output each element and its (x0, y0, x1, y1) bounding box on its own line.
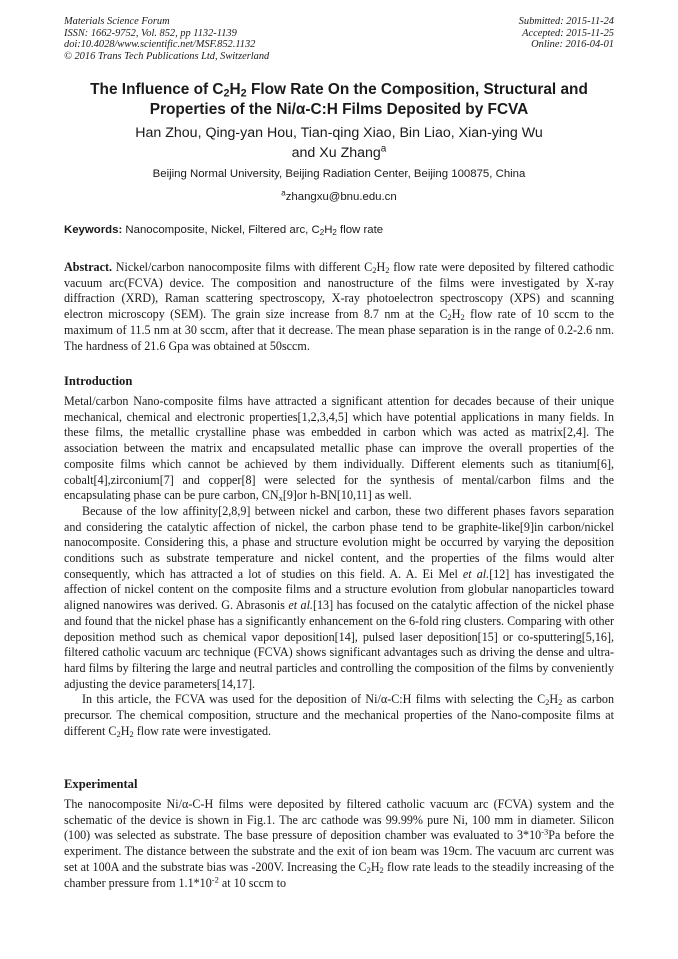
exp-paragraph-1: The nanocomposite Ni/α-C-H films were deposited by filtered catholic vacuum arc (FCVA) system and the schematic of the device is shown in Fig.1. The arc cathode was 99.99% pure Ni, 100 mm in diameter. Silicon (100) was selected as substrate. The base pressure of deposition chamber was evaluated to $3*10^{-3}Pa$ before the experiment. The distance between the substrate and the exit of ion beam was 19cm. The vacuum arc current was set at 100A and the substrate bias was -200V. Increasing the $C_2H_2$ flow rate leads to the steadily increasing of the chamber pressure from $1.1*10^{-2}$ at 10 sccm to (64, 797, 614, 890)
journal-issn: ISSN: 1662-9752, Vol. 852, pp 1132-1139 (64, 27, 237, 39)
introduction-section (64, 394, 614, 739)
intro-paragraph-2: Because of the low affinity[2,8,9] between nickel and carbon, these two different phases favors separation and considering the catalytic affection of nickel, the carbon phase tend to be graphite-like[9]in carbon/nickel nanocomposite. Considering this, a phase and structure evolution might be occurred by varying the deposition conditions such as substrate temperature and nickel content, and the properties of the films would alter consequently, which has attracted a lot of studies on this field. A. A. Ei Mel et al.[12] has investigated the affection of nickel content on the composite films and a structure evolution from globular nanoparticles toward aligned nanowires was derived. G. Abrasonis et al.[13] has focused on the catalytic affection of the nickel phase and found that the nickel phase has a significantly enhancement on the 6-fold ring clusters. Comparing with other deposition method such as chemical vapor deposition[14], pulsed laser deposition[15] or co-sputtering[5,16], filtered catholic vacuum arc technique (FCVA) shows significant advantages such as driving the dense and ultra-hard films by filtering the large and neutral particles and controlling the composition of the films by conveniently adjusting the device parameters[14,17]. (64, 503, 614, 691)
corresponding-email (60, 190, 618, 204)
journal-header (64, 16, 269, 62)
author-list (60, 124, 618, 163)
paper-title: The Influence of $C_2H_2$ Flow Rate On the Composition, Structural and Properties of the Ni/α-C:H Films Deposited by FCVA (90, 81, 588, 118)
submitted-date: Submitted: 2015-11-24 (518, 16, 614, 27)
experimental-section (64, 797, 614, 891)
copyright: © 2016 Trans Tech Publications Ltd, Switzerland (64, 50, 270, 62)
journal-name: Materials Science Forum (64, 16, 170, 27)
abstract-label: Abstract. (64, 260, 113, 274)
online-date: Online: 2016-04-01 (531, 39, 614, 51)
abstract: Abstract. Nickel/carbon nanocomposite films with different $C_2H_2$ flow rate were deposited by filtered cathodic vacuum arc(FCVA) device. The composition and nanostructure of the films were investigated by X-ray diffraction (XRD), Raman scattering spectroscopy, X-ray photoelectron spectroscopy (XPS) and scanning electron microscopy (SEM). The grain size increase from 8.7 nm at the $C_2H_2$ flow rate of 10 sccm to the maximum of 11.5 nm at 30 sccm, after that it decrease. The mean phase separation is in the range of 0.2-2.6 nm. The hardness of 21.6 Gpa was obtained at 50sccm. (64, 260, 614, 353)
author-affiliation-mark: a (380, 143, 387, 155)
date-header (519, 16, 614, 51)
doi-link[interactable]: doi:10.4028/www.scientific.net/MSF.852.1132 (64, 39, 256, 51)
email-address[interactable]: zhangxu@bnu.edu.cn (285, 191, 397, 203)
keywords-label: Keywords: (64, 224, 123, 236)
email-mark: a (281, 188, 286, 198)
authors-line-2: and Xu Zhang (291, 144, 381, 161)
affiliation: Beijing Normal University, Beijing Radiation Center, Beijing 100875, China (152, 168, 526, 180)
introduction-heading: Introduction (64, 374, 133, 388)
intro-paragraph-3: In this article, the FCVA was used for the deposition of Ni/α-C:H films with selecting the $C_2H_2$ as carbon precursor. The chemical composition, structure and the mechanical properties of the Nano-composite films at different $C_2H_2$ flow rate were investigated. (64, 692, 614, 739)
authors-line-1: Han Zhou, Qing-yan Hou, Tian-qing Xiao, Bin Liao, Xian-ying Wu (135, 125, 543, 141)
experimental-heading: Experimental (64, 777, 138, 791)
keywords: Keywords: Nanocomposite, Nickel, Filtered arc, $C_2H_2$ flow rate (64, 224, 384, 237)
intro-paragraph-1: Metal/carbon Nano-composite films have attracted a significant attention for decades because of their unique mechanical, chemical and electronic properties[1,2,3,4,5] which have potential applications in many fields. In these films, the metallic crystalline phase was embedded in carbon which was acted as matrix[2,4]. The association between the matrix and encapsulated metallic phase can improve the overall properties of the composite films which cannot be achieved by them individually. Different elements such as titanium[6], cobalt[4],zirconium[7] and copper[8] were selected for the synthesis of mental/carbon films and the encapsulating phase can be pure carbon, $CN_x[9]or$ h-BN[10,11] as well. (64, 394, 614, 504)
accepted-date: Accepted: 2015-11-25 (522, 27, 614, 39)
